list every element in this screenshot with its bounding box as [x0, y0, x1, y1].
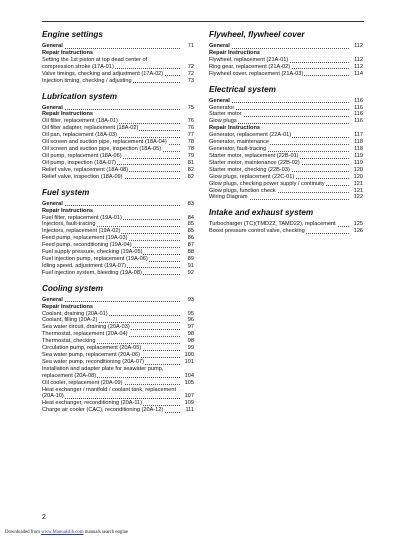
toc-entry[interactable]: [209, 174, 363, 181]
toc-entry[interactable]: [209, 57, 363, 64]
toc-entry-label: Sea water pump, reconditioning (20A-07): [42, 358, 144, 365]
toc-entry[interactable]: [42, 167, 194, 174]
toc-entry-label: Oil screen and suction pipe, replacement (18A-04): [42, 139, 167, 146]
toc-entry[interactable]: [42, 249, 194, 256]
toc-section: [42, 92, 194, 181]
section-title: Lubrication system: [42, 91, 118, 101]
toc-entry[interactable]: [209, 132, 363, 139]
toc-entry-page: 126: [353, 228, 363, 235]
toc-entry[interactable]: [209, 194, 363, 201]
toc-entry[interactable]: [209, 118, 363, 125]
toc-entry-page: 85: [187, 228, 194, 235]
general-entry-page: 116: [354, 97, 363, 104]
toc-entry[interactable]: [42, 407, 194, 414]
toc-entry-label: Glow plugs, function check: [209, 187, 276, 194]
toc-entry-page: 88: [187, 249, 194, 256]
toc-entry[interactable]: [42, 366, 194, 380]
toc-entry-page: 112: [354, 56, 363, 63]
toc-entry-page: 100: [184, 352, 194, 358]
toc-section: [209, 85, 363, 202]
toc-entry[interactable]: [209, 167, 363, 174]
toc-entry-label: Glow plugs, checking power supply / continuity: [209, 180, 325, 187]
toc-entry[interactable]: [42, 256, 194, 263]
toc-entry-label: Thermostat, replacement (20A-04): [42, 331, 128, 338]
toc-entry[interactable]: [42, 387, 194, 401]
toc-entry-page: 120: [353, 166, 363, 173]
toc-entry-page: 98: [187, 331, 194, 338]
toc-entry[interactable]: [42, 221, 194, 228]
general-entry[interactable]: [42, 297, 194, 304]
toc-entry-page: 92: [187, 269, 194, 276]
toc-entry-page: 101: [184, 358, 194, 365]
toc-entry-page: 91: [187, 262, 194, 269]
toc-entry-page: 96: [187, 317, 194, 324]
toc-entry[interactable]: [209, 111, 363, 118]
toc-entry[interactable]: [42, 132, 194, 139]
toc-entry-label: Fuel filter, replacement (19A-01): [42, 214, 122, 221]
toc-entry-page: 112: [354, 63, 363, 70]
toc-entry-page: 76: [187, 118, 194, 125]
toc-entry[interactable]: [42, 146, 194, 153]
general-entry-page: 112: [354, 43, 363, 49]
toc-entry[interactable]: [42, 359, 194, 366]
toc-entry-label: Oil cooler, replacement (20A-09): [42, 379, 123, 386]
toc-entry-page: 118: [354, 139, 363, 146]
toc-entry-page: 82: [187, 173, 194, 180]
toc-entry-label: Relief valve, inspection (18A-09): [42, 173, 123, 180]
toc-section: [209, 208, 363, 235]
toc-entry[interactable]: [209, 139, 363, 146]
toc-entry-label: Ring gear, replacement (21A-02): [209, 63, 291, 70]
toc-entry-label: Flywheel, replacement (21A-01): [209, 56, 289, 63]
toc-entry-page: 118: [354, 146, 363, 153]
toc-entry[interactable]: [42, 345, 194, 352]
section-title: Cooling system: [42, 283, 103, 293]
toc-entry-page: 72: [187, 63, 194, 70]
toc-entry-page: 78: [187, 139, 194, 146]
toc-entry[interactable]: [42, 317, 194, 324]
toc-entry-label: Relief valve, replacement (18A-08): [42, 166, 129, 173]
toc-entry-page: 119: [354, 152, 363, 159]
toc-entry[interactable]: [209, 153, 363, 160]
repair-instructions-header: Repair Instructions: [209, 125, 260, 132]
toc-entry-label: Coolant, filling (20A-2): [42, 317, 98, 324]
toc-entry-page: 77: [187, 132, 194, 139]
toc-entry-page: 105: [184, 379, 194, 386]
right-column: [209, 30, 363, 242]
toc-entry-page: 85: [187, 221, 194, 228]
repair-instructions-header: Repair Instructions: [209, 49, 260, 56]
general-entry-page: 75: [187, 104, 194, 111]
toc-entry-label: Boost pressure control valve, checking: [209, 228, 305, 235]
toc-entry[interactable]: [42, 78, 194, 85]
toc-entry[interactable]: [209, 228, 363, 235]
toc-entry[interactable]: [42, 153, 194, 160]
toc-entry[interactable]: [209, 64, 363, 71]
toc-entry-label: Starter motor, replacement (22B-01): [209, 152, 299, 159]
toc-entry[interactable]: [42, 242, 194, 249]
toc-entry[interactable]: [42, 380, 194, 387]
toc-entry-page: 120: [353, 173, 363, 180]
toc-entry-page: 109: [184, 400, 194, 407]
section-title: Fuel system: [42, 187, 90, 197]
repair-instructions-header: Repair Instructions: [42, 207, 93, 214]
section-title: Flywheel, flywheel cover: [209, 30, 305, 39]
toc-entry-label: Glow plugs: [209, 118, 237, 125]
toc-entry-label: Feed pump, reconditioning (19A-04): [42, 242, 132, 249]
toc-entry-page: 122: [353, 194, 363, 201]
toc-entry-label: Injection timing, checking / adjusting: [42, 77, 132, 84]
toc-section: [42, 188, 194, 277]
toc-entry[interactable]: [42, 235, 194, 242]
general-entry-label: General: [42, 43, 63, 49]
toc-entry-page: 121: [353, 187, 363, 194]
toc-entry-label: Heat exchanger, reconditioning (20A-11): [42, 400, 143, 407]
toc-section: [42, 284, 194, 415]
toc-entry-label: Fuel supply pressure, checking (19A-05): [42, 249, 143, 256]
repair-instructions-header: Repair Instructions: [42, 111, 93, 118]
toc-entry[interactable]: [42, 139, 194, 146]
toc-entry-label: Flywheel cover, replacement (21A-03): [209, 70, 304, 77]
toc-entry[interactable]: [42, 57, 194, 71]
toc-entry-page: 117: [354, 132, 363, 139]
toc-entry-page: 73: [187, 77, 194, 84]
general-entry[interactable]: [42, 105, 194, 112]
general-entry-label: General: [42, 200, 63, 207]
toc-entry-label: Fuel injection pump, replacement (19A-06): [42, 255, 148, 262]
toc-entry-label: Starter motor, checking (22B-03): [209, 166, 290, 173]
repair-instructions-header: Repair Instructions: [42, 303, 93, 310]
footer-prefix: Downloaded from: [5, 530, 42, 535]
general-entry-label: General: [209, 97, 230, 104]
toc-entry[interactable]: [209, 181, 363, 188]
toc-entry-label: Fuel injection system, bleeding (19A-08): [42, 269, 142, 276]
toc-entry-page: 82: [187, 166, 194, 173]
toc-entry-label: Valve timings, checking and adjustment (17A-02): [42, 70, 164, 77]
toc-section: [209, 30, 363, 78]
general-entry[interactable]: [209, 43, 363, 50]
toc-entry-page: 86: [187, 235, 194, 242]
toc-entry-label: Oil filter adapter, replacement (18A-02): [42, 125, 139, 132]
toc-entry[interactable]: [42, 125, 194, 132]
toc-entry-label: Generator, replacement (22A-01): [209, 132, 292, 139]
toc-entry-label: Coolant, draining (20A-01): [42, 310, 108, 317]
toc-entry[interactable]: [209, 160, 363, 167]
top-rule: [42, 21, 364, 22]
toc-entry[interactable]: [42, 215, 194, 222]
toc-entry-label: Injectors, replacement (19A-02): [42, 228, 121, 235]
toc-entry-label: Generator, maintenance: [209, 139, 270, 146]
footer-link[interactable]: www.Manualslib.com: [41, 530, 84, 535]
general-entry-label: General: [209, 43, 230, 49]
toc-entry-label: Starter motor: [209, 111, 242, 118]
general-entry[interactable]: [42, 43, 194, 50]
toc-entry-label: Oil pump, replacement (18A-06): [42, 152, 122, 159]
toc-entry-page: 116: [354, 111, 363, 118]
toc-entry-page: 114: [354, 70, 363, 77]
toc-entry-label: Turbocharger (TC)(TMD22, TAMD22), replacement: [209, 221, 336, 228]
footer-suffix: manuals search engine: [83, 530, 129, 535]
toc-entry-label: Circulation pump, replacement (20A-05): [42, 345, 142, 352]
toc-entry[interactable]: [209, 146, 363, 153]
toc-entry[interactable]: [42, 338, 194, 345]
toc-entry-label: Setting the 1st piston at top dead center of compression stroke (17A-01): [42, 56, 148, 70]
toc-section: [42, 30, 194, 85]
toc-entry-label: Oil pump, inspection (18A-07): [42, 159, 116, 166]
toc-entry[interactable]: [42, 228, 194, 235]
toc-entry-label: Feed pump, replacement (19A-03): [42, 235, 128, 242]
toc-entry-label: Installation and adapter plate for seawater pump, replacement (20A-08): [42, 365, 164, 379]
toc-entry-page: 125: [353, 221, 363, 228]
toc-entry[interactable]: [42, 270, 194, 277]
toc-entry-label: Sea water pump, replacement (20A-06): [42, 352, 140, 358]
toc-entry-page: 116: [354, 118, 363, 125]
general-entry[interactable]: [209, 98, 363, 105]
left-column: [42, 30, 194, 421]
footer: [5, 530, 128, 535]
toc-entry[interactable]: [42, 160, 194, 167]
toc-entry-page: 89: [187, 255, 194, 262]
toc-entry-page: 76: [187, 125, 194, 132]
toc-entry[interactable]: [42, 174, 194, 181]
toc-entry-label: Generator, fault-tracing: [209, 146, 267, 153]
page-number: 2: [42, 514, 46, 521]
toc-entry-label: Oil filter, replacement (18A-01): [42, 118, 118, 125]
toc-entry-page: 81: [187, 159, 194, 166]
section-title: Engine settings: [42, 30, 103, 39]
toc-entry[interactable]: [42, 331, 194, 338]
toc-entry-page: 97: [187, 324, 194, 331]
toc-entry-page: 98: [187, 338, 194, 345]
toc-entry[interactable]: [42, 311, 194, 318]
toc-entry-label: Heat exchanger / manifold / coolant tank, replacement (20A-10): [42, 386, 177, 400]
repair-instructions-header: Repair Instructions: [42, 49, 93, 56]
toc-entry[interactable]: [209, 221, 363, 228]
toc-entry-label: Sea water circuit, draining (20A-03): [42, 324, 130, 331]
toc-entry-label: Generator: [209, 104, 235, 111]
toc-entry-page: 111: [185, 407, 194, 414]
toc-entry-page: 104: [184, 372, 194, 379]
toc-entry-label: Oil pan, replacement (18A-03): [42, 132, 117, 139]
toc-entry-page: 87: [187, 242, 194, 249]
general-entry-page: 93: [187, 296, 194, 303]
general-entry-label: General: [42, 296, 63, 303]
toc-entry-page: 72: [187, 70, 194, 77]
toc-entry[interactable]: [209, 188, 363, 195]
toc-entry[interactable]: [209, 105, 363, 112]
toc-entry[interactable]: [209, 71, 363, 78]
toc-entry-page: 84: [187, 214, 194, 221]
toc-entry-label: Oil screen and suction pipe, inspection (18A-05): [42, 146, 162, 153]
toc-entry-page: 119: [354, 159, 363, 166]
section-title: Electrical system: [209, 84, 276, 94]
toc-entry-page: 107: [184, 393, 194, 400]
toc-entry-label: Injectors, fault-tracing: [42, 221, 96, 228]
toc-entry-page: 95: [187, 310, 194, 317]
general-entry-page: 83: [187, 200, 194, 207]
toc-entry-label: Idling speed, adjustment (19A-07): [42, 262, 126, 269]
toc-entry[interactable]: [42, 352, 194, 359]
general-entry-label: General: [42, 104, 63, 111]
toc-entry[interactable]: [42, 324, 194, 331]
toc-entry[interactable]: [42, 71, 194, 78]
toc-entry-label: Charge air cooler (CAC), reconditioning (20A-12): [42, 407, 164, 414]
toc-entry-page: 116: [354, 104, 363, 111]
section-title: Intake and exhaust system: [209, 208, 314, 218]
toc-entry-label: Starter motor, maintenance (22B-02): [209, 159, 300, 166]
toc-entry-label: Wiring Diagram: [209, 194, 248, 201]
toc-entry-page: 79: [187, 152, 194, 159]
toc-entry-page: 78: [187, 146, 194, 153]
toc-entry-label: Thermostat, checking: [42, 338, 96, 345]
toc-entry[interactable]: [42, 118, 194, 125]
toc-entry-page: 99: [187, 345, 194, 352]
general-entry[interactable]: [42, 201, 194, 208]
toc-entry-page: 121: [353, 180, 363, 187]
toc-entry[interactable]: [42, 400, 194, 407]
toc-entry[interactable]: [42, 263, 194, 270]
general-entry-page: 71: [187, 43, 194, 49]
toc-entry-label: Glow plugs, replacement (22C-01): [209, 173, 295, 180]
